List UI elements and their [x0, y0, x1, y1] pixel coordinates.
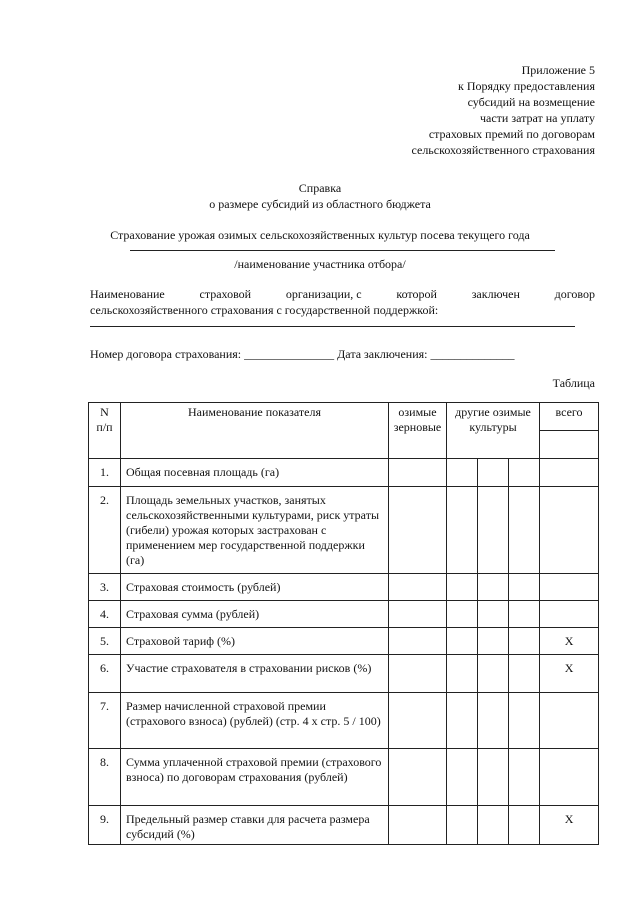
row-num: 6. — [89, 655, 121, 693]
participant-caption: /наименование участника отбора/ — [234, 257, 406, 271]
row-num: 7. — [89, 693, 121, 749]
table-row — [89, 628, 599, 655]
row-num: 3. — [89, 574, 121, 601]
cell-other-3 — [509, 459, 540, 487]
org-word: договор — [554, 287, 595, 301]
cell-other-3 — [509, 806, 540, 845]
cell-other-1 — [447, 601, 478, 628]
row-indicator: Площадь земельных участков, занятых сельскохозяйственными культурами, риск утраты (гибели) урожая которых застрахован с применением мер государственной поддержки (га) — [121, 487, 389, 574]
cell-other-3 — [509, 693, 540, 749]
subsidy-table — [88, 402, 599, 845]
cell-other-1 — [447, 574, 478, 601]
insurer-org-label-row — [90, 287, 595, 302]
table-row — [89, 601, 599, 628]
header-winter-grain: озимые зерновые — [389, 403, 447, 459]
cell-other-1 — [447, 749, 478, 806]
cell-total — [540, 487, 599, 574]
cell-other-2 — [478, 628, 509, 655]
appendix-block — [412, 62, 595, 158]
cell-other-2 — [478, 749, 509, 806]
appendix-line: субсидий на возмещение — [467, 95, 595, 109]
cell-other-2 — [478, 459, 509, 487]
insurer-org-underline — [90, 326, 575, 327]
cell-total: Х — [540, 655, 599, 693]
cell-other-3 — [509, 655, 540, 693]
table-row — [89, 749, 599, 806]
table-row — [89, 655, 599, 693]
row-indicator: Страховая сумма (рублей) — [121, 601, 389, 628]
cell-total — [540, 749, 599, 806]
row-num: 1. — [89, 459, 121, 487]
table-row — [89, 487, 599, 574]
cell-other-1 — [447, 655, 478, 693]
org-word: страховой — [199, 287, 252, 301]
cell-other-2 — [478, 487, 509, 574]
appendix-line: к Порядку предоставления — [457, 79, 595, 93]
cell-total — [540, 601, 599, 628]
cell-winter-grain — [389, 749, 447, 806]
cell-other-2 — [478, 601, 509, 628]
contract-number-date-line: Номер договора страхования: _______________ Дата заключения: ______________ — [90, 347, 515, 361]
cell-total: Х — [540, 806, 599, 845]
appendix-line: Приложение 5 — [521, 63, 595, 77]
row-indicator: Общая посевная площадь (га) — [121, 459, 389, 487]
cell-winter-grain — [389, 628, 447, 655]
cell-other-2 — [478, 574, 509, 601]
cell-other-3 — [509, 601, 540, 628]
row-indicator: Предельный размер ставки для расчета размера субсидий (%) — [121, 806, 389, 845]
row-indicator: Сумма уплаченной страховой премии (страхового взноса) по договорам страхования (рублей) — [121, 749, 389, 806]
cell-other-2 — [478, 655, 509, 693]
cell-other-3 — [509, 574, 540, 601]
org-word: заключен — [471, 287, 520, 301]
cell-total — [540, 459, 599, 487]
table-row — [89, 806, 599, 845]
row-num: 4. — [89, 601, 121, 628]
header-other-winter: другие озимые культуры — [447, 403, 540, 459]
cell-other-1 — [447, 487, 478, 574]
cell-winter-grain — [389, 806, 447, 845]
appendix-line: сельскохозяйственного страхования — [411, 143, 595, 157]
cell-total — [540, 574, 599, 601]
cell-other-3 — [509, 487, 540, 574]
row-num: 9. — [89, 806, 121, 845]
row-num: 5. — [89, 628, 121, 655]
row-indicator: Участие страхователя в страховании рисков (%) — [121, 655, 389, 693]
insurance-type-line: Страхование урожая озимых сельскохозяйственных культур посева текущего года — [110, 228, 530, 242]
cell-other-1 — [447, 459, 478, 487]
cell-other-3 — [509, 628, 540, 655]
cell-winter-grain — [389, 601, 447, 628]
header-num: N п/п — [89, 403, 121, 459]
document-subtitle: о размере субсидий из областного бюджета — [209, 197, 431, 211]
cell-other-2 — [478, 693, 509, 749]
header-indicator: Наименование показателя — [121, 403, 389, 459]
cell-winter-grain — [389, 487, 447, 574]
cell-winter-grain — [389, 693, 447, 749]
cell-total: Х — [540, 628, 599, 655]
row-indicator: Страховой тариф (%) — [121, 628, 389, 655]
participant-name-underline — [130, 250, 555, 251]
cell-other-1 — [447, 693, 478, 749]
cell-other-2 — [478, 806, 509, 845]
cell-winter-grain — [389, 459, 447, 487]
table-row — [89, 693, 599, 749]
cell-other-1 — [447, 806, 478, 845]
header-total-sub — [540, 431, 599, 459]
table-row — [89, 574, 599, 601]
org-word: организации, с — [285, 287, 362, 301]
row-num: 8. — [89, 749, 121, 806]
appendix-line: страховых премий по договорам — [428, 127, 595, 141]
row-indicator: Страховая стоимость (рублей) — [121, 574, 389, 601]
cell-other-1 — [447, 628, 478, 655]
cell-other-3 — [509, 749, 540, 806]
appendix-line: части затрат на уплату — [479, 111, 595, 125]
document-title: Справка — [298, 181, 342, 195]
table-header-row — [89, 403, 599, 431]
header-total: всего — [540, 403, 599, 431]
row-indicator: Размер начисленной страховой премии (страхового взноса) (рублей) (стр. 4 х стр. 5 / 100) — [121, 693, 389, 749]
cell-winter-grain — [389, 574, 447, 601]
table-row — [89, 459, 599, 487]
insurer-org-label-cont: сельскохозяйственного страхования с государственной поддержкой: — [90, 303, 439, 317]
cell-winter-grain — [389, 655, 447, 693]
table-caption: Таблица — [552, 376, 595, 390]
org-word: Наименование — [90, 287, 165, 301]
row-num: 2. — [89, 487, 121, 574]
org-word: которой — [396, 287, 437, 301]
cell-total — [540, 693, 599, 749]
